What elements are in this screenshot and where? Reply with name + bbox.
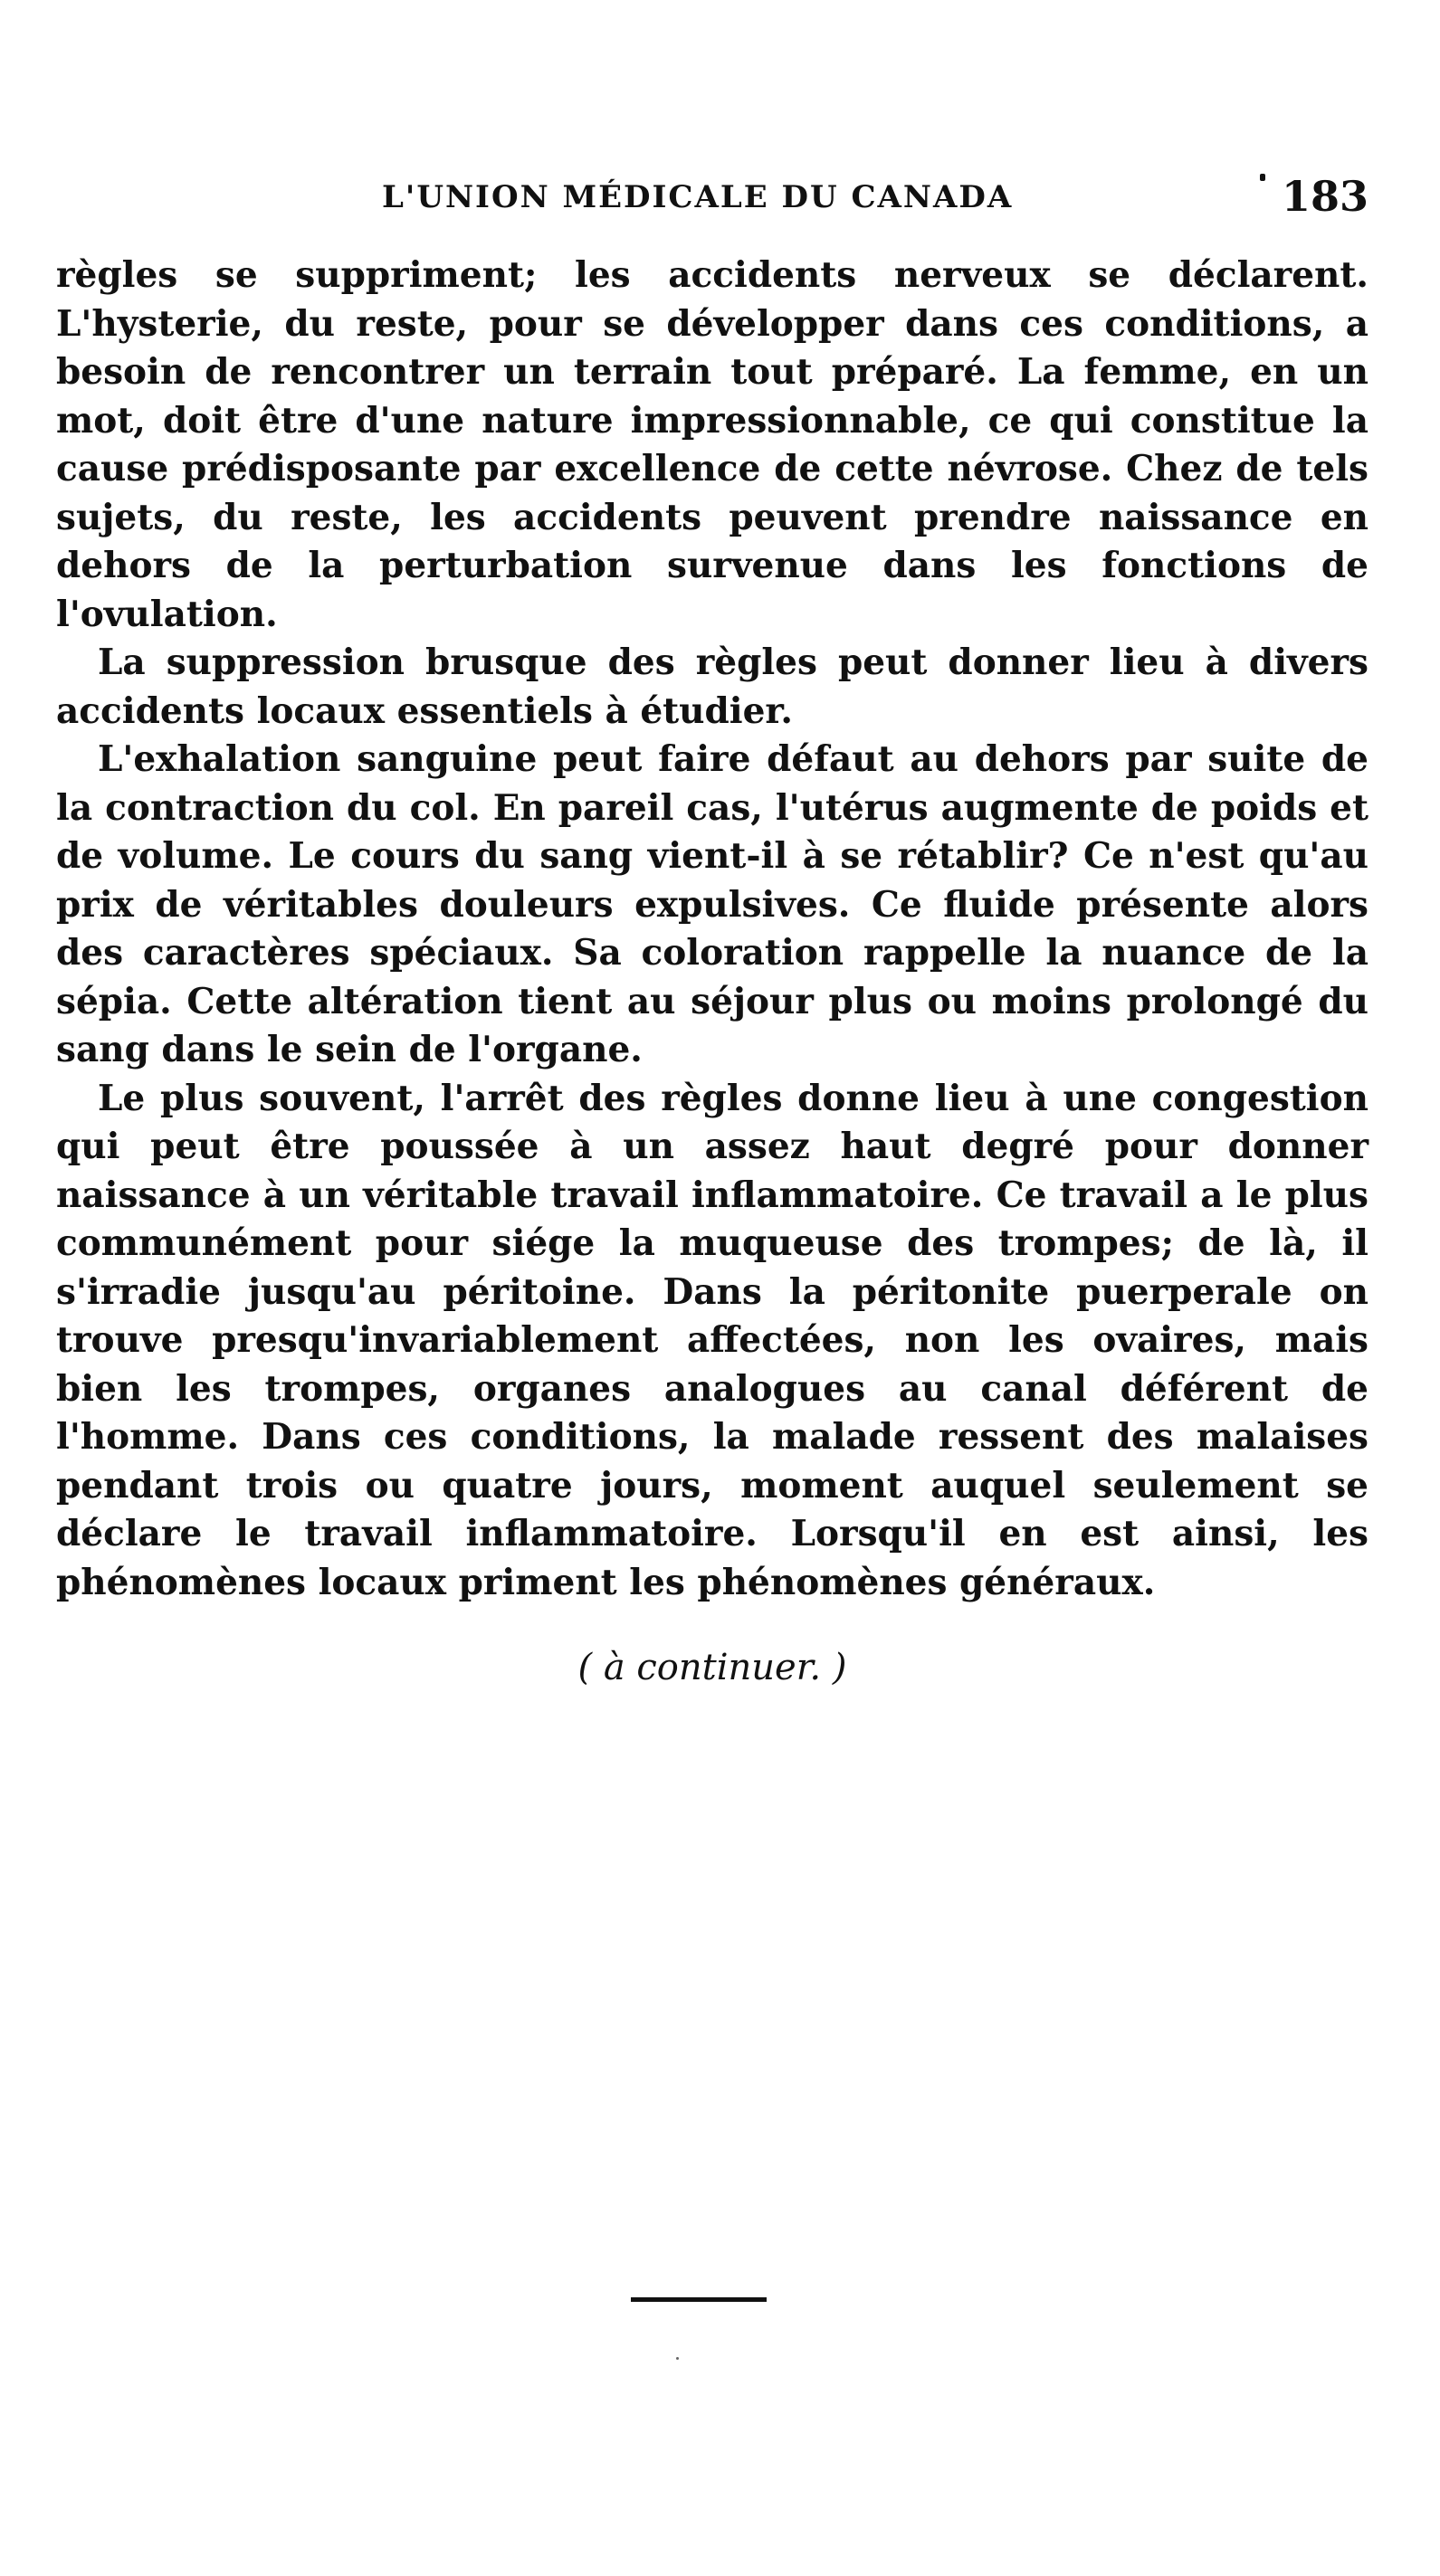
section-divider bbox=[631, 2297, 767, 2302]
running-title: L'UNION MÉDICALE DU CANADA bbox=[382, 179, 1014, 215]
print-speck-lower bbox=[676, 2357, 679, 2360]
body-text bbox=[56, 252, 1368, 1607]
continuation-note: ( à continuer. ) bbox=[577, 1647, 847, 1688]
paragraph-4: Le plus souvent, l'arrêt des règles donne lieu à une congestion qui peut être poussée à un assez haut degré pour donner naissance à un véritable travail inflammatoire. Ce travail a le plus communément pour siége la muqueuse des trompes; de là, il s'irradie jusqu'au péritoine. Dans la péritonite puerperale on trouve presqu'invariablement affectées, non les ovaires, mais bien les trompes, organes analogues au canal déférent de l'homme. Dans ces conditions, la malade ressent des malaises pendant trois ou quatre jours, moment auquel seulement se déclare le travail inflammatoire. Lorsqu'il en est ainsi, les phénomènes locaux priment les phénomènes généraux. bbox=[56, 1077, 1368, 1603]
paragraph-1: règles se suppriment; les accidents nerveux se déclarent. L'hysterie, du reste, pour se développer dans ces conditions, a besoin de rencontrer un terrain tout préparé. La femme, en un mot, doit être d'une nature impressionnable, ce qui constitue la cause prédisposante par excellence de cette névrose. Chez de tels sujets, du reste, les accidents peuvent prendre naissance en dehors de la perturbation survenue dans les fonctions de l'ovulation. bbox=[56, 254, 1368, 635]
page-number: 183 bbox=[1281, 172, 1368, 221]
paragraph-2: La suppression brusque des règles peut donner lieu à divers accidents locaux essentiels à étudier. bbox=[56, 642, 1368, 732]
running-head bbox=[56, 172, 1368, 226]
print-speck bbox=[1260, 174, 1265, 181]
paragraph-3: L'exhalation sanguine peut faire défaut au dehors par suite de la contraction du col. En pareil cas, l'utérus augmente de poids et de volume. Le cours du sang vient-il à se rétablir? Ce n'est qu'au prix de véritables douleurs expulsives. Ce fluide présente alors des caractères spéciaux. Sa coloration rappelle la nuance de la sépia. Cette altération tient au séjour plus ou moins prolongé du sang dans le sein de l'organe. bbox=[56, 738, 1368, 1070]
document-page bbox=[56, 0, 1368, 2576]
